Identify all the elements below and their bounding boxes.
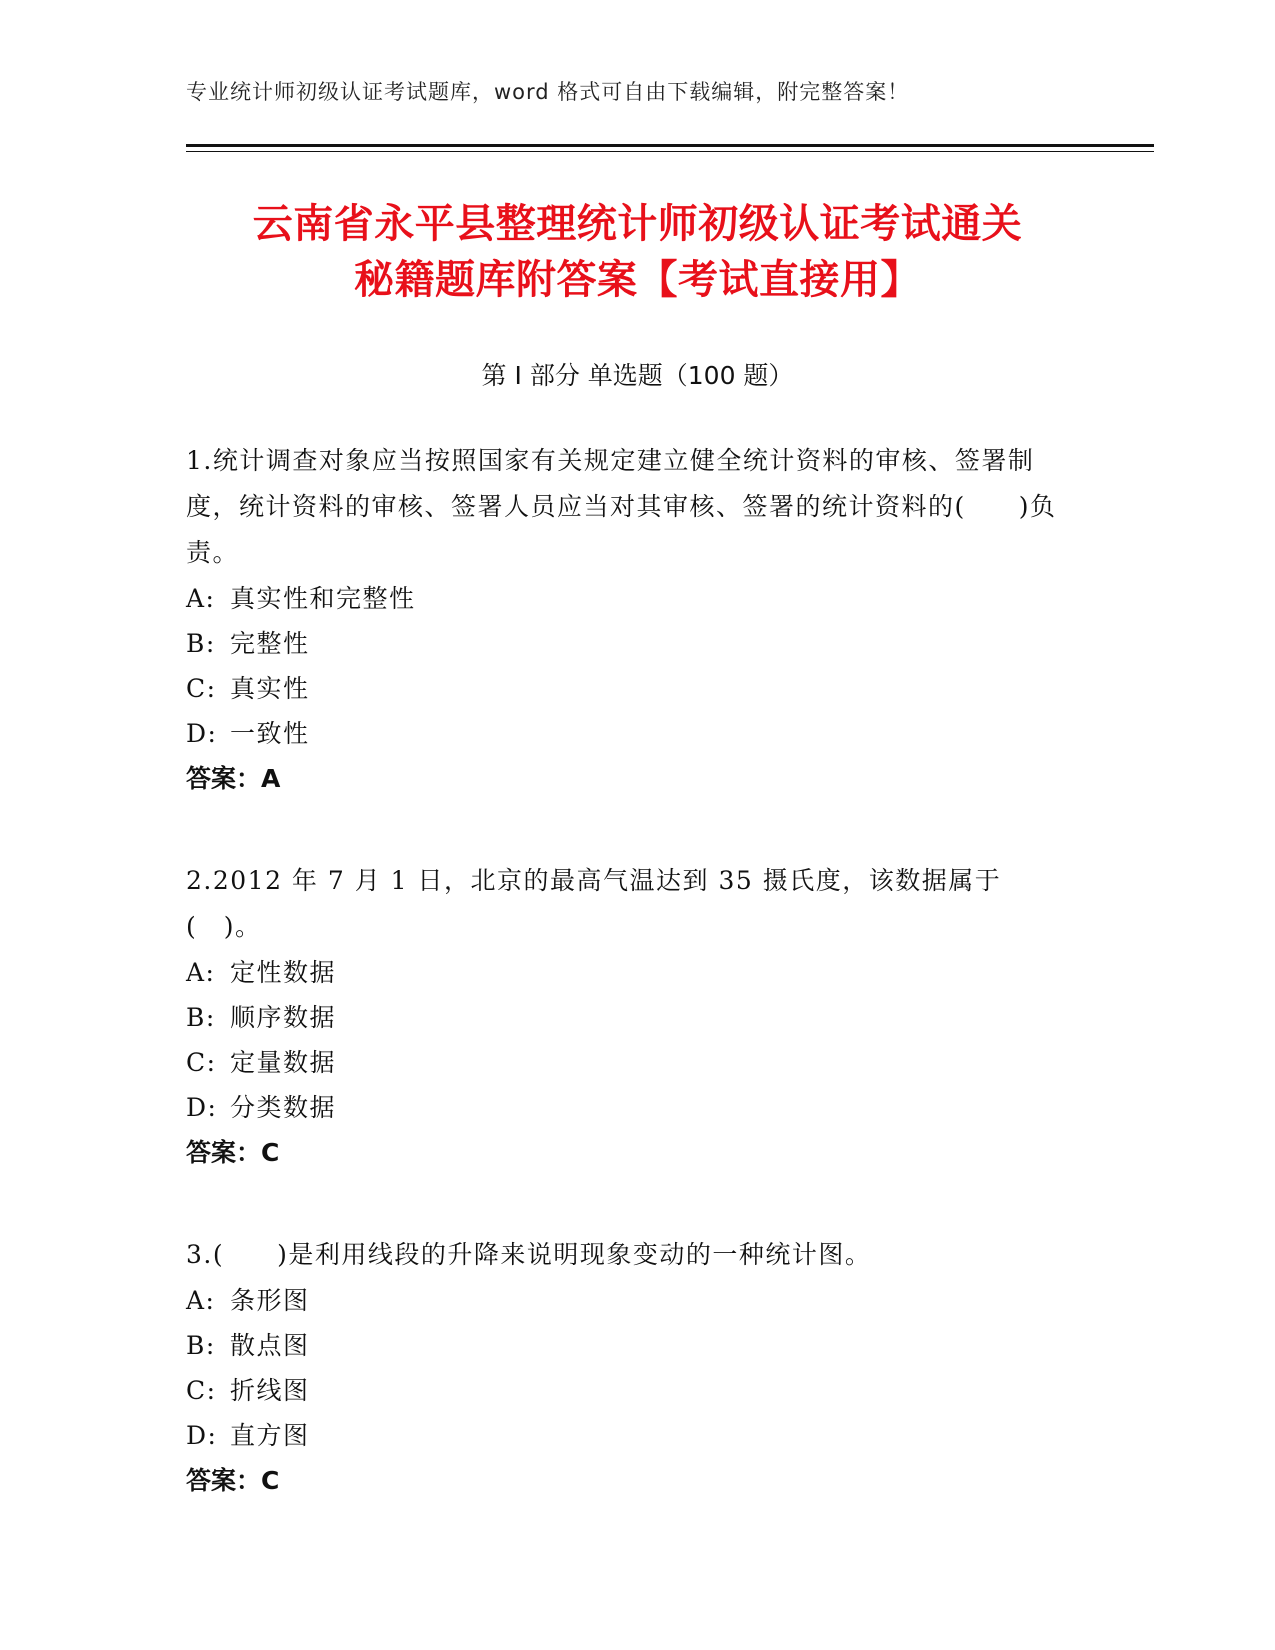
option-c xyxy=(186,666,1066,711)
answer-line: 答案：C xyxy=(186,1138,280,1167)
option-key: A: xyxy=(186,584,216,613)
option-a xyxy=(186,576,1066,621)
document-title-line1: 云南省永平县整理统计师初级认证考试通关 xyxy=(252,201,1023,247)
option-key: C: xyxy=(186,1048,217,1077)
answer-line: 答案：C xyxy=(186,1466,280,1495)
header-note: 专业统计师初级认证考试题库，word 格式可自由下载编辑，附完整答案！ xyxy=(186,80,910,104)
option-b xyxy=(186,621,1066,666)
section-title: 第 I 部分 单选题（100 题） xyxy=(481,361,794,390)
option-text: 散点图 xyxy=(230,1331,310,1360)
option-text: 真实性和完整性 xyxy=(230,584,416,613)
question-stem: 1.统计调查对象应当按照国家有关规定建立健全统计资料的审核、签署制度，统计资料的审核、签署人员应当对其审核、签署的统计资料的( )负责。 xyxy=(186,446,1057,567)
option-key: A: xyxy=(186,1286,216,1315)
option-b xyxy=(186,1323,1066,1368)
option-d xyxy=(186,1085,1066,1130)
document-title xyxy=(150,196,1125,308)
question-list xyxy=(186,438,1066,1560)
answer-line: 答案：A xyxy=(186,764,281,793)
option-c xyxy=(186,1368,1066,1413)
option-text: 折线图 xyxy=(230,1376,310,1405)
option-text: 真实性 xyxy=(230,674,310,703)
option-text: 一致性 xyxy=(230,719,310,748)
header-divider-thin xyxy=(186,151,1154,152)
option-a xyxy=(186,950,1066,995)
option-text: 顺序数据 xyxy=(230,1003,337,1032)
document-title-line2: 秘籍题库附答案【考试直接用】 xyxy=(354,257,921,303)
question-2 xyxy=(186,858,1066,1176)
option-a xyxy=(186,1278,1066,1323)
option-text: 定性数据 xyxy=(230,958,337,987)
option-key: B: xyxy=(186,629,216,658)
option-b xyxy=(186,995,1066,1040)
option-text: 条形图 xyxy=(230,1286,310,1315)
option-text: 定量数据 xyxy=(230,1048,337,1077)
option-text: 分类数据 xyxy=(230,1093,337,1122)
option-key: A: xyxy=(186,958,216,987)
question-stem: 3.( )是利用线段的升降来说明现象变动的一种统计图。 xyxy=(186,1240,872,1269)
option-d xyxy=(186,1413,1066,1458)
option-c xyxy=(186,1040,1066,1085)
question-1 xyxy=(186,438,1066,802)
option-key: D: xyxy=(186,719,218,748)
option-key: B: xyxy=(186,1003,216,1032)
question-3 xyxy=(186,1232,1066,1504)
option-text: 直方图 xyxy=(230,1421,310,1450)
option-text: 完整性 xyxy=(230,629,310,658)
option-key: D: xyxy=(186,1421,218,1450)
header-divider-thick xyxy=(186,144,1154,147)
option-key: D: xyxy=(186,1093,218,1122)
option-key: C: xyxy=(186,674,217,703)
option-d xyxy=(186,711,1066,756)
option-key: B: xyxy=(186,1331,216,1360)
question-stem: 2.2012 年 7 月 1 日，北京的最高气温达到 35 摄氏度，该数据属于( )。 xyxy=(186,866,1002,941)
option-key: C: xyxy=(186,1376,217,1405)
